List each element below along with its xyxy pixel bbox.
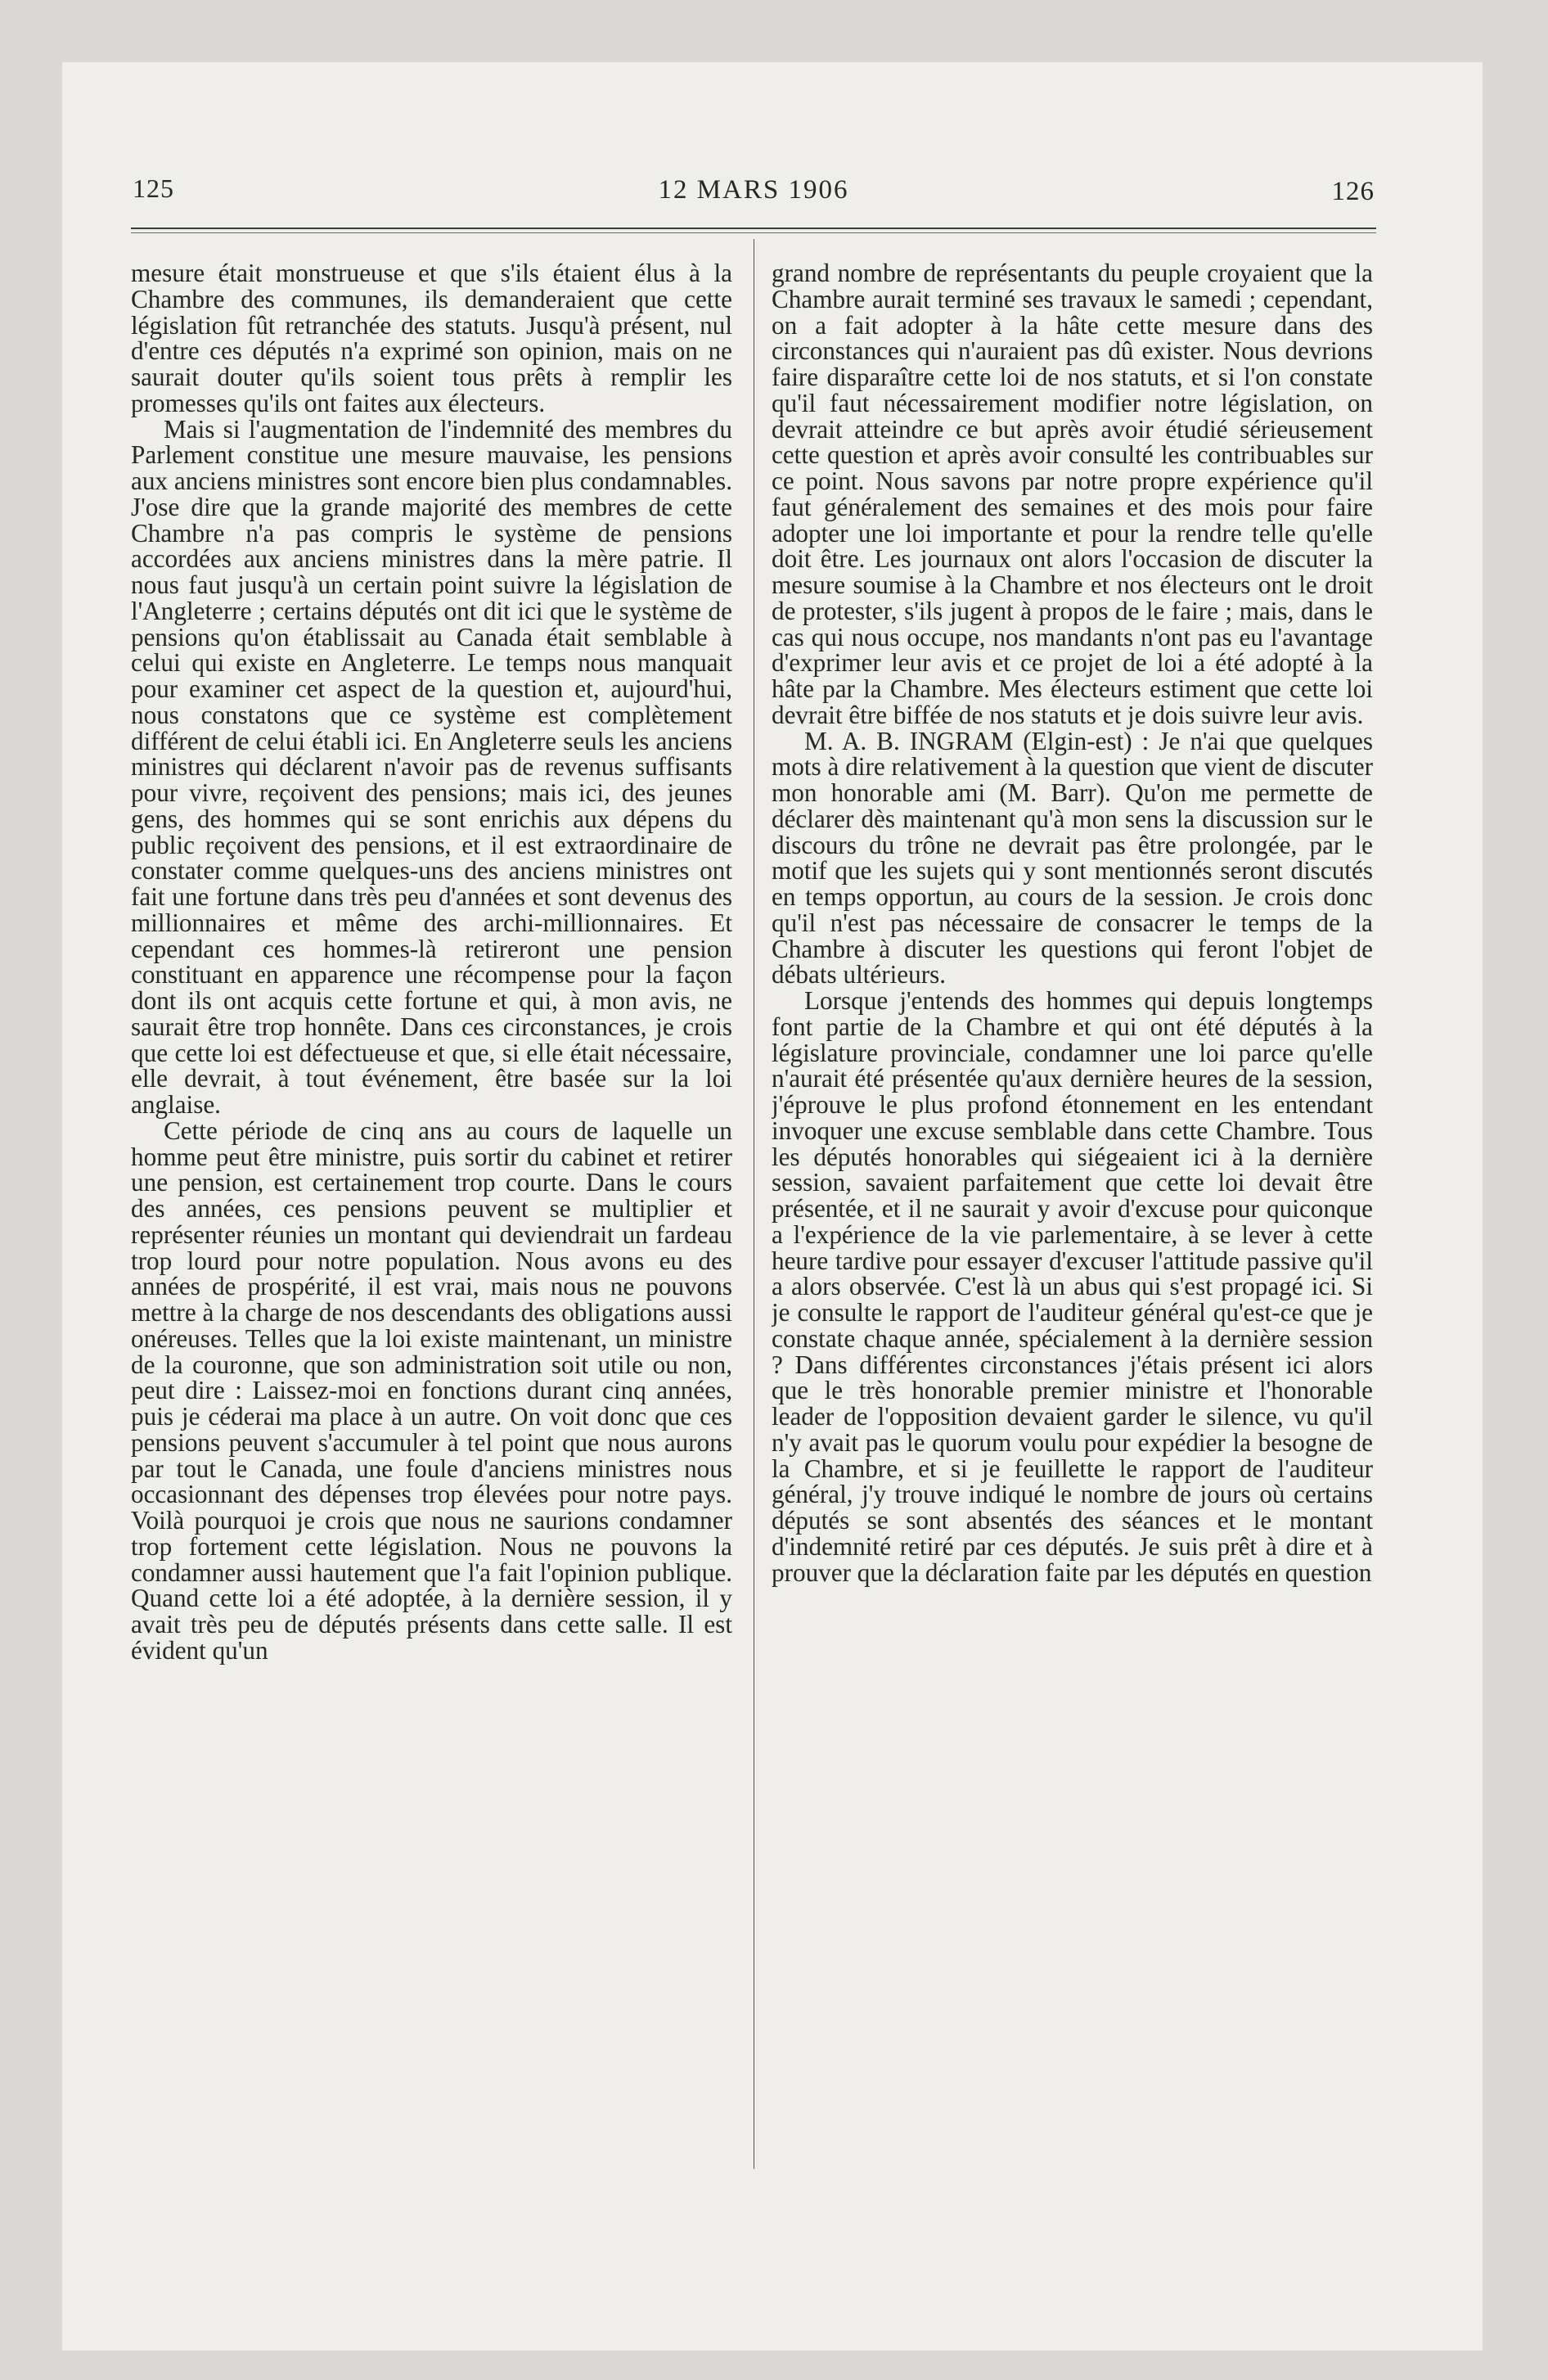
speaker-riding: (Elgin-est) : [1023,726,1150,755]
page-header [133,174,1375,206]
right-column [772,260,1373,2175]
right-paragraph: grand nombre de représentants du peuple croyaient que la Chambre aurait terminé ses travaux le samedi ; cependant, on a fait adopter à la hâte cette mesure dans des circonstances qui n'auraient pas dû exister. Nous devrions faire disparaître cette loi de nos statuts, et si l'on constate qu'il faut nécessairement modifier notre législation, on devrait atteindre ce but après avoir étudié sérieusement cette question et après avoir consulté les contribuables sur ce point. Nous savons par notre propre expérience qu'il faut généralement des semaines et des mois pour faire adopter une loi importante et pour la rendre telle qu'elle doit être. Les journaux ont alors l'occasion de discuter la mesure soumise à la Chambre et nos électeurs ont le droit de protester, s'ils jugent à propos de le faire ; mais, dans le cas qui nous occupe, nos mandants n'ont pas eu l'avantage d'exprimer leur avis et ce projet de loi a été adopté à la hâte par la Chambre. Mes électeurs estiment que cette loi devrait être biffée de nos statuts et je dois suivre leur avis. [772,260,1373,729]
left-paragraph: Mais si l'augmentation de l'indemnité des membres du Parlement constitue une mesure mauvaise, les pensions aux anciens ministres sont encore bien plus condamnables. J'ose dire que la grande majorité des membres de cette Chambre n'a pas compris le système de pensions accordées aux anciens ministres dans la mère patrie. Il nous faut jusqu'à un certain point suivre la législation de l'Angleterre ; certains députés ont dit ici que le système de pensions qu'on établissait au Canada était semblable à celui qui existe en Angleterre. Le temps nous manquait pour examiner cet aspect de la question et, aujourd'hui, nous constatons que ce système est complètement différent de celui établi ici. En Angleterre seuls les anciens ministres qui déclarent n'avoir pas de revenus suffisants pour vivre, reçoivent des pensions; mais ici, des jeunes gens, des hommes qui se sont enrichis aux dépens du public reçoivent des pensions, et il est extraordinaire de constater comme quelques-uns des anciens ministres ont fait une fortune dans très peu d'années et sont devenus des millionnaires et même des archi-millionnaires. Et cependant ces hommes-là retireront une pension constituant en apparence une récompense pour la façon dont ils ont acquis cette fortune et qui, à mon avis, ne saurait être trop honnête. Dans ces circonstances, je crois que cette loi est défectueuse et que, si elle était nécessaire, elle devrait, à tout événement, être basée sur la loi anglaise. [131,414,732,1119]
left-paragraph: mesure était monstrueuse et que s'ils étaient élus à la Chambre des communes, ils demanderaient que cette législation fût retranchée des statuts. Jusqu'à présent, nul d'entre ces députés n'a exprimé son opinion, mais on ne saurait douter qu'ils soient tous prêts à remplir les promesses qu'ils ont faites aux électeurs. [131,260,732,417]
page-number-left: 125 [133,174,174,203]
header-rule-thin [131,232,1376,233]
speaker-paragraph [772,728,1373,989]
page-number-right: 126 [1331,177,1375,206]
right-paragraph: Lorsque j'entends des hommes qui depuis longtemps font partie de la Chambre et qui ont été députés à la législature provinciale, condamner une loi parce qu'elle n'aurait été présentée qu'aux dernière heures de la session, j'éprouve le plus profond étonnement en les entendant invoquer une excuse semblable dans cette Chambre. Tous les députés honorables qui siégeaient ici à la dernière session, savaient parfaitement que cette loi devait être présentée, et il ne saurait y avoir d'excuse pour quiconque a l'expérience de la vie parlementaire, à se lever à cette heure tardive pour essayer d'excuser l'attitude passive qu'il a alors observée. C'est là un abus qui s'est propagé ici. Si je consulte le rapport de l'auditeur général qu'est-ce que je constate chaque année, spécialement à la dernière session ? Dans différentes circonstances j'étais présent ici alors que le très honorable premier ministre et l'honorable leader de l'opposition devaient garder le silence, vu qu'il n'y avait pas le quorum voulu pour expédier la besogne de la Chambre, et si je feuillette le rapport de l'auditeur général, j'y trouve indiqué le nombre de jours où certains députés se sont absentés des séances et le montant d'indemnité retiré par ces députés. Je suis prêt à dire et à prouver que la déclaration faite par les députés en question [772,986,1373,1587]
header-rule [131,228,1376,229]
speaker-name: M. A. B. INGRAM [804,726,1014,755]
page-date-title: 12 MARS 1906 [658,175,849,205]
left-paragraph: Cette période de cinq ans au cours de laquelle un homme peut être ministre, puis sortir du cabinet et retirer une pension, est certainement trop courte. Dans le cours des années, ces pensions peuvent se multiplier et représenter réunies un montant qui deviendrait un fardeau trop lourd pour notre population. Nous avons eu des années de prospérité, il est vrai, mais nous ne pouvons mettre à la charge de nos descendants des obligations aussi onéreuses. Telles que la loi existe maintenant, un ministre de la couronne, que son administration soit utile ou non, peut dire : Laissez-moi en fonctions durant cinq années, puis je céderai ma place à un autre. On voit donc que ces pensions peuvent s'accumuler à tel point que nous aurons par tout le Canada, une foule d'anciens ministres nous occasionnant des dépenses trop élevées pour notre pays. Voilà pourquoi je crois que nous ne saurions condamner trop fortement cette législation. Nous ne pouvons la condamner aussi hautement que l'a fait l'opinion publique. Quand cette loi a été adoptée, à la dernière session, il y avait très peu de députés présents dans cette salle. Il est évident qu'un [131,1116,732,1665]
left-column [131,260,732,2175]
speaker-text: Je n'ai que quelques mots à dire relativement à la question que vient de discuter mon honorable ami (M. Barr). Qu'on me permette de déclarer dès maintenant qu'à mon sens la discussion sur le discours du trône ne devrait pas être prolongée, par le motif que les sujets qui y sont mentionnés seront discutés en temps opportun, au cours de la session. Je crois donc qu'il n'est pas nécessaire de consacrer le temps de la Chambre à discuter les questions qui feront l'objet de débats ultérieurs. [772,726,1373,989]
